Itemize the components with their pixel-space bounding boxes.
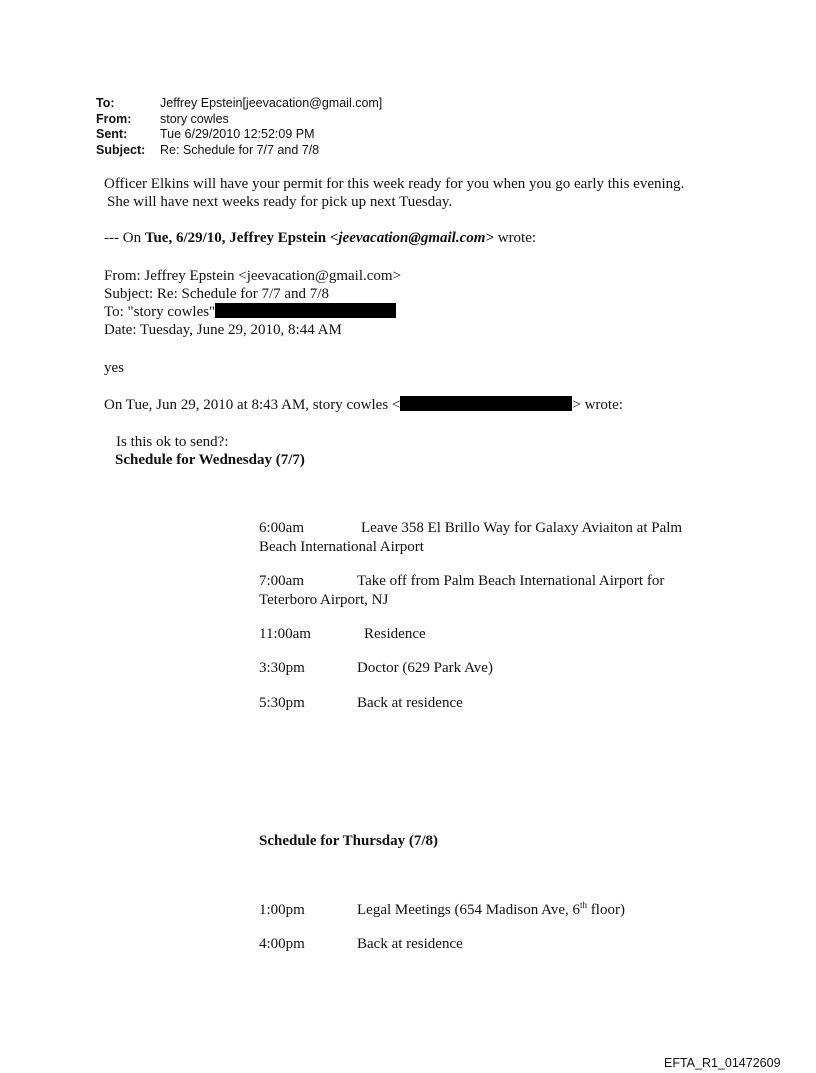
header-subject-row xyxy=(96,143,382,159)
header-sent-value: Tue 6/29/2010 12:52:09 PM xyxy=(160,127,315,141)
schedule-event xyxy=(357,901,625,919)
schedule-time: 5:30pm xyxy=(259,695,305,711)
header-from-label: From: xyxy=(96,111,132,126)
quote-attribution-1 xyxy=(104,229,536,247)
header-subject-label: Subject: xyxy=(96,142,146,157)
schedule-time: 6:00am xyxy=(259,520,304,536)
wed-heading: Schedule for Wednesday (7/7) xyxy=(115,452,305,468)
header-to-label: To: xyxy=(96,96,115,110)
schedule-time: 4:00pm xyxy=(259,936,305,952)
header-sent-row xyxy=(96,127,382,143)
header-to-row xyxy=(96,96,382,112)
schedule-event: Leave 358 El Brillo Way for Galaxy Aviaiton at Palm xyxy=(361,520,683,536)
quote2-suffix: > wrote: xyxy=(572,397,623,413)
quoted-subject: Subject: Re: Schedule for 7/7 and 7/8 xyxy=(104,286,329,302)
event-superscript: th xyxy=(580,900,588,910)
header-from-row xyxy=(96,112,382,128)
schedule-event: Doctor (629 Park Ave) xyxy=(357,660,493,676)
header-from-value: story cowles xyxy=(160,111,229,126)
schedule-time: 3:30pm xyxy=(259,660,305,676)
quote1-prefix: --- On xyxy=(104,230,145,246)
quoted-date: Date: Tuesday, June 29, 2010, 8:44 AM xyxy=(104,322,342,338)
schedule-event: Back at residence xyxy=(357,936,463,952)
thu-heading: Schedule for Thursday (7/8) xyxy=(259,833,439,849)
schedule-item xyxy=(0,519,816,559)
schedule-time: 7:00am xyxy=(259,573,304,589)
body-line-1: Officer Elkins will have your permit for this week ready for you when you go early this evening. xyxy=(104,176,685,192)
quote1-date: Tue, 6/29/10, Jeffrey Epstein xyxy=(144,230,330,246)
schedule-event-cont: Beach International Airport xyxy=(259,539,424,555)
schedule-event: Take off from Palm Beach International Airport for xyxy=(357,573,665,589)
schedule-time: 1:00pm xyxy=(259,902,305,918)
schedule-event-cont: Teterboro Airport, NJ xyxy=(259,592,389,608)
quote1-email: <jeevacation@gmail.com> xyxy=(329,230,494,246)
schedule-item xyxy=(0,625,816,645)
schedule-event: Residence xyxy=(364,626,426,642)
header-subject-value: Re: Schedule for 7/7 and 7/8 xyxy=(160,142,320,157)
quoted-to xyxy=(104,303,396,321)
schedule-item xyxy=(0,694,816,714)
event-text-end: floor) xyxy=(587,902,625,918)
schedule-time: 11:00am xyxy=(259,626,311,642)
quote1-suffix: wrote: xyxy=(493,230,537,246)
redaction-bar xyxy=(400,396,572,411)
quoted-to-prefix: To: "story cowles" xyxy=(104,304,216,320)
schedule-item xyxy=(0,572,816,612)
quote-attribution-2 xyxy=(104,396,623,414)
reply-text: yes xyxy=(104,360,124,376)
quote2-prefix: On Tue, Jun 29, 2010 at 8:43 AM, story cowles < xyxy=(104,397,401,413)
header-sent-label: Sent: xyxy=(96,127,128,141)
redaction-bar xyxy=(215,303,396,318)
header-to-value: Jeffrey Epstein[jeevacation@gmail.com] xyxy=(160,96,383,110)
email-header xyxy=(96,96,382,158)
schedule-event: Back at residence xyxy=(357,695,463,711)
document-id-footer: EFTA_R1_01472609 xyxy=(664,1056,781,1070)
event-text: Legal Meetings (654 Madison Ave, 6 xyxy=(357,902,581,918)
schedule-item xyxy=(0,901,816,921)
quoted-from: From: Jeffrey Epstein <jeevacation@gmail.com> xyxy=(104,268,402,284)
schedule-item xyxy=(0,935,816,955)
body-line-2: She will have next weeks ready for pick up next Tuesday. xyxy=(107,194,453,210)
schedule-item xyxy=(0,659,816,679)
question-text: Is this ok to send?: xyxy=(116,434,229,450)
